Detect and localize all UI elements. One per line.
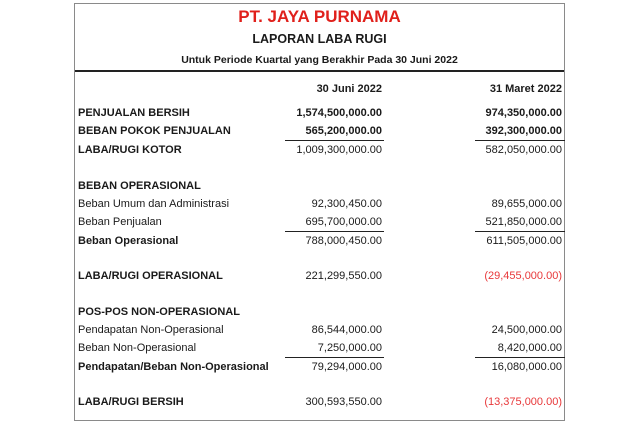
table-row-beban-non-operasional: [75, 339, 564, 357]
table-row-beban-umum-administrasi: [75, 195, 564, 213]
table-row-beban-penjualan: [75, 213, 564, 231]
row-label: POS-POS NON-OPERASIONAL: [78, 306, 240, 318]
report-header: [75, 4, 564, 72]
row-label: Pendapatan Non-Operasional: [78, 324, 224, 336]
table-row-laba-rugi-kotor: [75, 141, 564, 159]
column-header-row: [75, 80, 564, 98]
value-col2-negative: (13,375,000.00): [484, 396, 562, 408]
table-row-beban-pokok-penjualan: [75, 122, 564, 140]
row-label: PENJUALAN BERSIH: [78, 107, 190, 119]
row-label: Beban Umum dan Administrasi: [78, 198, 230, 210]
value-col2: 24,500,000.00: [491, 324, 562, 336]
value-col1: 695,700,000.00: [305, 216, 382, 228]
value-col1: 86,544,000.00: [311, 324, 382, 336]
row-label: BEBAN POKOK PENJUALAN: [78, 125, 231, 137]
table-row-penjualan-bersih: [75, 104, 564, 122]
row-label: LABA/RUGI BERSIH: [78, 396, 184, 408]
value-col2-negative: (29,455,000.00): [484, 270, 562, 282]
value-col2: 392,300,000.00: [485, 125, 562, 137]
table-row-pendapatan-non-operasional: [75, 321, 564, 339]
row-label: BEBAN OPERASIONAL: [78, 180, 201, 192]
value-col2: 521,850,000.00: [485, 216, 562, 228]
column-header-30-juni-2022: 30 Juni 2022: [316, 83, 382, 95]
row-label: Beban Penjualan: [78, 216, 162, 228]
value-col1: 79,294,000.00: [311, 361, 382, 373]
value-col1: 1,574,500,000.00: [296, 107, 382, 119]
report-period: Untuk Periode Kuartal yang Berakhir Pada 30 Juni 2022: [181, 54, 458, 66]
value-col2: 89,655,000.00: [491, 198, 562, 210]
section-heading-pos-non-operasional: [75, 303, 564, 321]
report-title: LAPORAN LABA RUGI: [252, 32, 387, 46]
value-col1: 788,000,450.00: [305, 235, 382, 247]
table-row-laba-rugi-bersih: [75, 393, 564, 411]
value-col2: 611,505,000.00: [486, 235, 562, 247]
value-col1: 1,009,300,000.00: [296, 144, 382, 156]
table-row-laba-rugi-operasional: [75, 267, 564, 285]
row-label: Pendapatan/Beban Non-Operasional: [78, 361, 269, 373]
value-col2: 16,080,000.00: [491, 361, 562, 373]
section-heading-beban-operasional: [75, 177, 564, 195]
column-header-31-maret-2022: 31 Maret 2022: [489, 83, 562, 95]
table-row-total-beban-operasional: [75, 232, 564, 250]
row-label: LABA/RUGI KOTOR: [78, 144, 182, 156]
value-col1: 221,299,550.00: [305, 270, 382, 282]
value-col2: 582,050,000.00: [485, 144, 562, 156]
value-col1: 565,200,000.00: [305, 125, 382, 137]
row-label: Beban Non-Operasional: [78, 342, 197, 354]
company-name: PT. JAYA PURNAMA: [238, 7, 401, 26]
row-label: Beban Operasional: [78, 235, 179, 247]
value-col1: 92,300,450.00: [311, 198, 382, 210]
table-row-total-non-operasional: [75, 358, 564, 376]
value-col2: 974,350,000.00: [485, 107, 562, 119]
value-col1: 300,593,550.00: [305, 396, 382, 408]
value-col2: 8,420,000.00: [497, 342, 562, 354]
row-label: LABA/RUGI OPERASIONAL: [78, 270, 223, 282]
income-statement-sheet: [74, 3, 565, 421]
value-col1: 7,250,000.00: [317, 342, 382, 354]
